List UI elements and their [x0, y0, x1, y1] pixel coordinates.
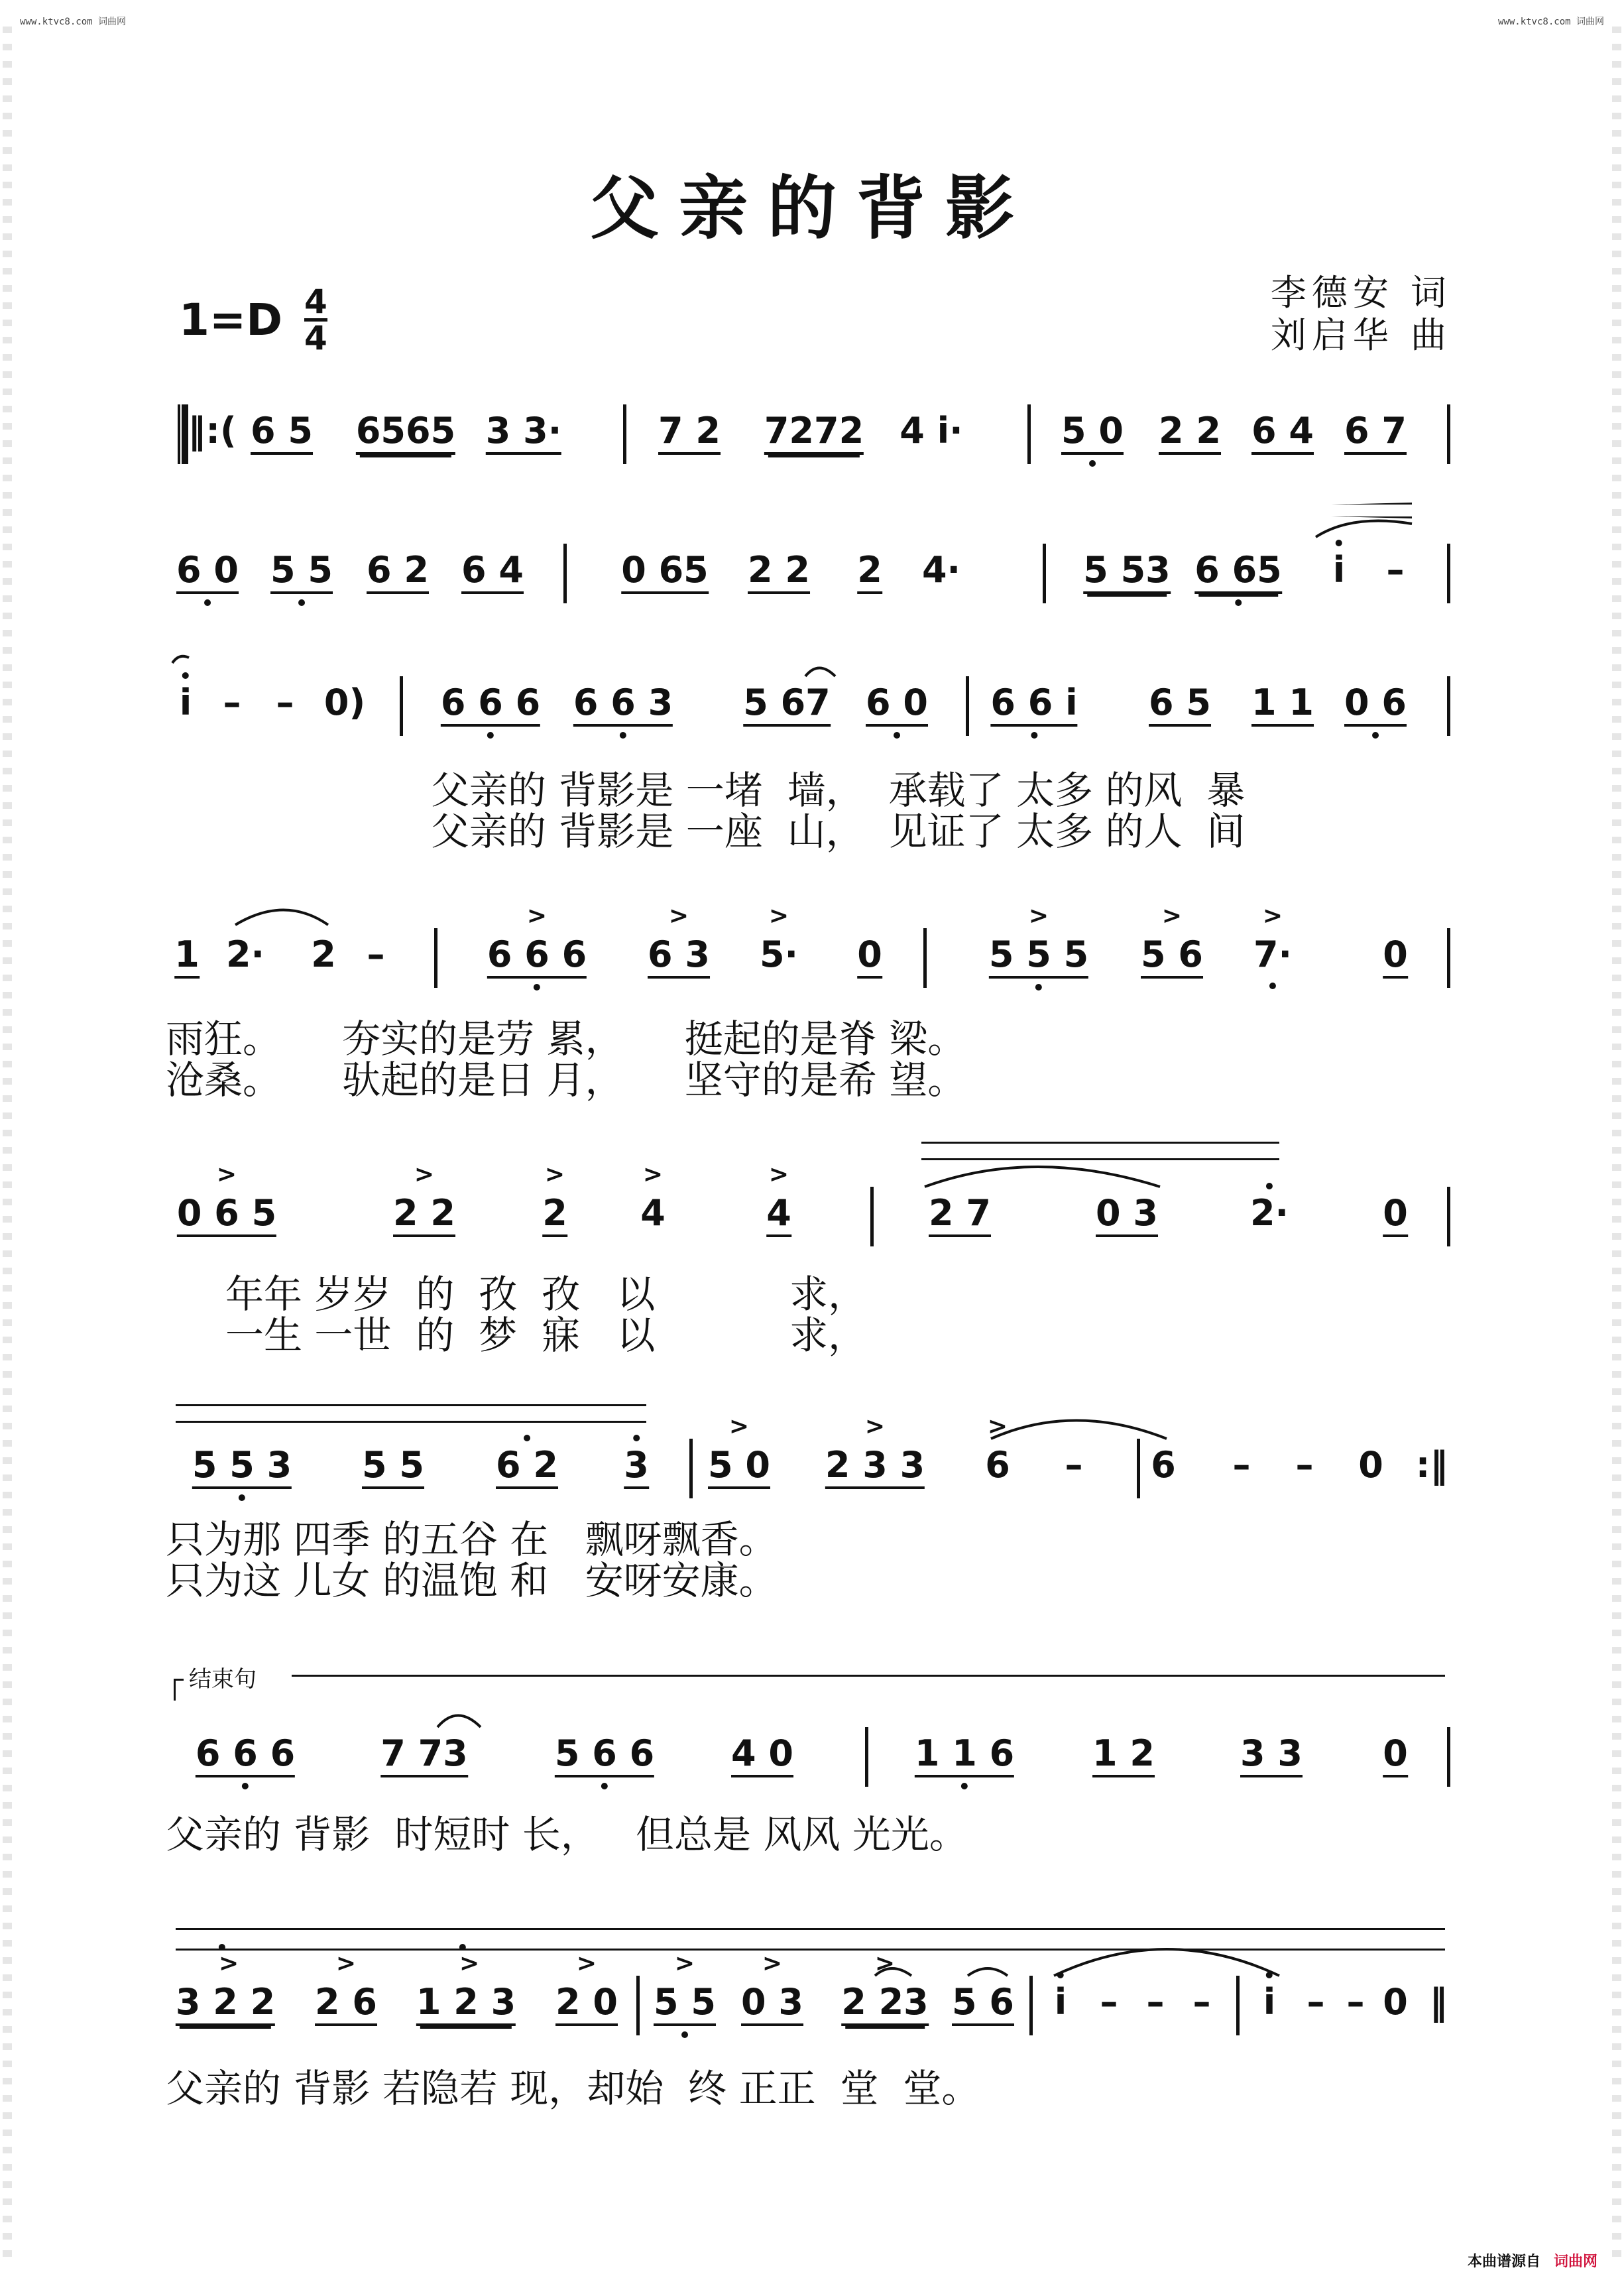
slur [172, 656, 189, 663]
note-group: i [1332, 549, 1346, 591]
note-group: > 2 0 [555, 1982, 618, 2026]
bar-line [870, 1187, 874, 1246]
crescendo-hairpin [1094, 503, 1412, 518]
note-group: – [1306, 1981, 1325, 2023]
bar-line [636, 1976, 640, 2035]
note-group: > 4 [640, 1193, 666, 1233]
lyrics-verse-1: 父亲的 背影是 一堵 墙， 承载了 太多 的风 暴 [431, 768, 1246, 813]
header-site-right[interactable]: www.ktvc8.com 词曲网 [1497, 17, 1604, 27]
note-group: 1 [174, 935, 200, 979]
slur [437, 1716, 481, 1728]
note-group: 6 6 3 [573, 683, 673, 727]
bar-line [1027, 404, 1031, 464]
song-title: 父亲的背影 [589, 167, 1034, 249]
note-group: > 2 3 3 [825, 1445, 925, 1489]
note-group: – [1146, 1981, 1165, 2023]
credits [1271, 272, 1452, 357]
note-group: 6 2 [496, 1445, 558, 1489]
note-group: 6 6 i [990, 683, 1077, 727]
lyrics-verse-1: 雨狂。 夯实的是劳 累， 挺起的是脊 梁。 [166, 1016, 966, 1061]
note-group: – [1295, 1444, 1314, 1486]
note-group: 0 [1383, 1981, 1408, 2023]
note-group: i [1263, 1981, 1276, 2023]
repeat-end-bar: :‖ [1415, 1444, 1448, 1486]
bar-line [923, 928, 927, 988]
bar-line [1447, 676, 1450, 736]
note-group: 5 6 [952, 1982, 1014, 2026]
note-group: 2· [225, 933, 265, 975]
bar-line [1043, 544, 1046, 603]
note-group: 2 7 [929, 1193, 991, 1237]
note-group: 6 6 6 [196, 1734, 295, 1777]
note-group: 0 6 [1344, 683, 1407, 727]
note-group: 2 2 [1159, 411, 1221, 455]
note-group: – [1386, 549, 1405, 591]
key-label: 1=D [179, 294, 283, 345]
bar-line [623, 404, 626, 464]
note-group: 2 [311, 933, 336, 975]
left-watermark-strip [3, 27, 12, 2257]
note-group: 5 0 [1061, 411, 1124, 455]
ending-line [292, 1675, 1445, 1677]
note-group: 0 [1383, 935, 1408, 979]
bar-line [1447, 1727, 1450, 1787]
bar-line [1137, 1439, 1140, 1498]
note-group: > 2 [542, 1193, 567, 1237]
note-group: – [1192, 1981, 1211, 2023]
footer-source: 本曲谱源自 [1467, 2254, 1540, 2270]
slur [968, 1968, 1008, 1976]
note-group: 6 4 [1251, 411, 1314, 455]
note-group: 2· [1249, 1192, 1289, 1234]
ending-bracket [174, 1679, 184, 1701]
composer: 刘启华 曲 [1270, 314, 1452, 356]
slur [235, 910, 328, 926]
note-group: 6 2 [367, 550, 429, 594]
footer [1468, 2250, 1597, 2271]
note-group: 3 [624, 1445, 649, 1489]
lyrics-final: 父亲的 背影 若隐若 现，却始 终 正正 堂 堂。 [166, 2066, 980, 2111]
final-bar: ‖ [1429, 1981, 1448, 2023]
note-group: > 2 23 [841, 1982, 929, 2026]
lyrics-verse-1: 只为那 四季 的五谷 在 飘呀飘香。 [166, 1517, 778, 1562]
note-group: 5 5 [362, 1445, 424, 1489]
note-group: 0 [857, 935, 882, 979]
bar-line [1029, 1976, 1033, 2035]
bar-line [434, 928, 437, 988]
bar-line [1447, 404, 1450, 464]
repeat-start-bar [178, 404, 188, 464]
note-group: 7 73 [380, 1734, 468, 1777]
bar-line [400, 676, 403, 736]
bar-line [966, 676, 969, 736]
note-group: 6 0 [176, 550, 239, 594]
lyrics-verse-2: 一生 一世 的 梦 寐 以 求， [225, 1313, 867, 1358]
note-group: > 5· [760, 935, 798, 975]
bar-line [1447, 544, 1450, 603]
note-group: > 4 [766, 1193, 791, 1237]
note-group: 5 53 [1083, 550, 1171, 594]
time-bottom: 4 [304, 319, 327, 357]
note-group: 7272 [764, 411, 864, 455]
time-top: 4 [304, 282, 327, 321]
note-group: 6 5 [1149, 683, 1211, 727]
note-group: > 5 5 [654, 1982, 716, 2026]
slur [925, 1167, 1160, 1187]
note-group: – [1346, 1981, 1365, 2023]
note-group: 3 3 [1240, 1734, 1303, 1777]
note-group: > 6 [985, 1445, 1010, 1485]
note-group: 0 [1383, 1193, 1408, 1237]
note-group: 5 5 [270, 550, 333, 594]
note-group: > 5 0 [708, 1445, 770, 1489]
slur [991, 1421, 1167, 1439]
lyrics-verse-2: 父亲的 背影是 一座 山， 见证了 太多 的人 间 [431, 809, 1246, 854]
note-group: 6 65 [1194, 550, 1282, 594]
note-group: 0) [323, 682, 366, 723]
bar-line [1447, 1187, 1450, 1246]
lyricist: 李德安 词 [1270, 272, 1452, 314]
note-group: 6 5 [251, 411, 313, 455]
note-group: 6 7 [1344, 411, 1407, 455]
bar-line [1236, 1976, 1240, 2035]
note-group: > 6 3 [648, 935, 710, 979]
note-group: > 2 2 [393, 1193, 455, 1237]
bar-line [689, 1439, 693, 1498]
lyrics-ending: 父亲的 背影 时短时 长， 但总是 风风 光光。 [166, 1812, 968, 1857]
note-group: – [367, 933, 385, 975]
note-group: – [1065, 1444, 1083, 1486]
note-group: 6 [1151, 1444, 1176, 1486]
note-group: > 5 6 [1141, 935, 1203, 979]
lyrics-verse-1: 年年 岁岁 的 孜 孜 以 求， [225, 1272, 867, 1317]
note-group: > 0 6 5 [177, 1193, 276, 1237]
note-group: 3 3· [486, 411, 561, 455]
crescendo-hairpin [921, 1142, 1279, 1160]
note-group: 6 6 6 [441, 683, 540, 727]
bar-line [1447, 928, 1450, 988]
footer-brand[interactable]: 词曲网 [1553, 2254, 1597, 2270]
note-group: 6 0 [866, 683, 928, 727]
slur [1054, 1949, 1279, 1976]
note-group: 1 1 [1251, 683, 1314, 727]
note-group: 0 [1383, 1734, 1408, 1777]
note-group: > 3 2 2 [176, 1982, 275, 2026]
note-group: 0 65 [621, 550, 709, 594]
slur [1316, 521, 1412, 538]
time-signature [304, 282, 327, 357]
note-group: 2 2 [748, 550, 810, 594]
note-group: – [1100, 1981, 1118, 2023]
note-group: i [1054, 1981, 1067, 2023]
note-group: – [223, 682, 241, 723]
note-group: > 7· [1253, 935, 1292, 975]
note-group: 1 1 6 [915, 1734, 1014, 1777]
note-group: 0 3 [1096, 1193, 1158, 1237]
key-signature [179, 282, 327, 357]
crescendo-hairpin [176, 1404, 646, 1423]
note-group: > 1 2 3 [416, 1982, 516, 2026]
ending-label: 结束句 [189, 1666, 257, 1693]
note-group: 6565 [356, 411, 455, 455]
note-group: 0 [1358, 1444, 1383, 1486]
note-group: 4 0 [731, 1734, 793, 1777]
note-group: – [1232, 1444, 1251, 1486]
header-site-left[interactable]: www.ktvc8.com 词曲网 [20, 17, 127, 27]
note-group: 7 2 [658, 411, 721, 455]
note-group: i [179, 682, 192, 723]
lyrics-verse-2: 沧桑。 驮起的是日 月， 坚守的是希 望。 [166, 1057, 966, 1103]
bar-line [865, 1727, 868, 1787]
bar-line [563, 544, 567, 603]
note-group: > 6 6 6 [487, 935, 587, 979]
note-group: – [276, 682, 294, 723]
lyrics-verse-2: 只为这 儿女 的温饱 和 安呀安康。 [166, 1558, 778, 1603]
note-group: > 5 5 5 [989, 935, 1088, 979]
note-group: 1 2 [1092, 1734, 1155, 1777]
note-group: 6 4 [461, 550, 524, 594]
right-watermark-strip [1612, 27, 1621, 2257]
slur [805, 668, 835, 677]
note-group: 5 5 3 [192, 1445, 292, 1489]
note-group: 4· [921, 549, 961, 591]
note-group: 5 67 [743, 683, 831, 727]
note-group: ‖:( [188, 410, 237, 451]
note-group: > 0 3 [741, 1982, 803, 2026]
note-group: 5 6 6 [555, 1734, 654, 1777]
note-group: 4 i· [899, 410, 963, 451]
note-group: 2 [857, 550, 882, 594]
crescendo-hairpin [176, 1928, 1445, 1951]
note-group: > 2 6 [315, 1982, 377, 2026]
